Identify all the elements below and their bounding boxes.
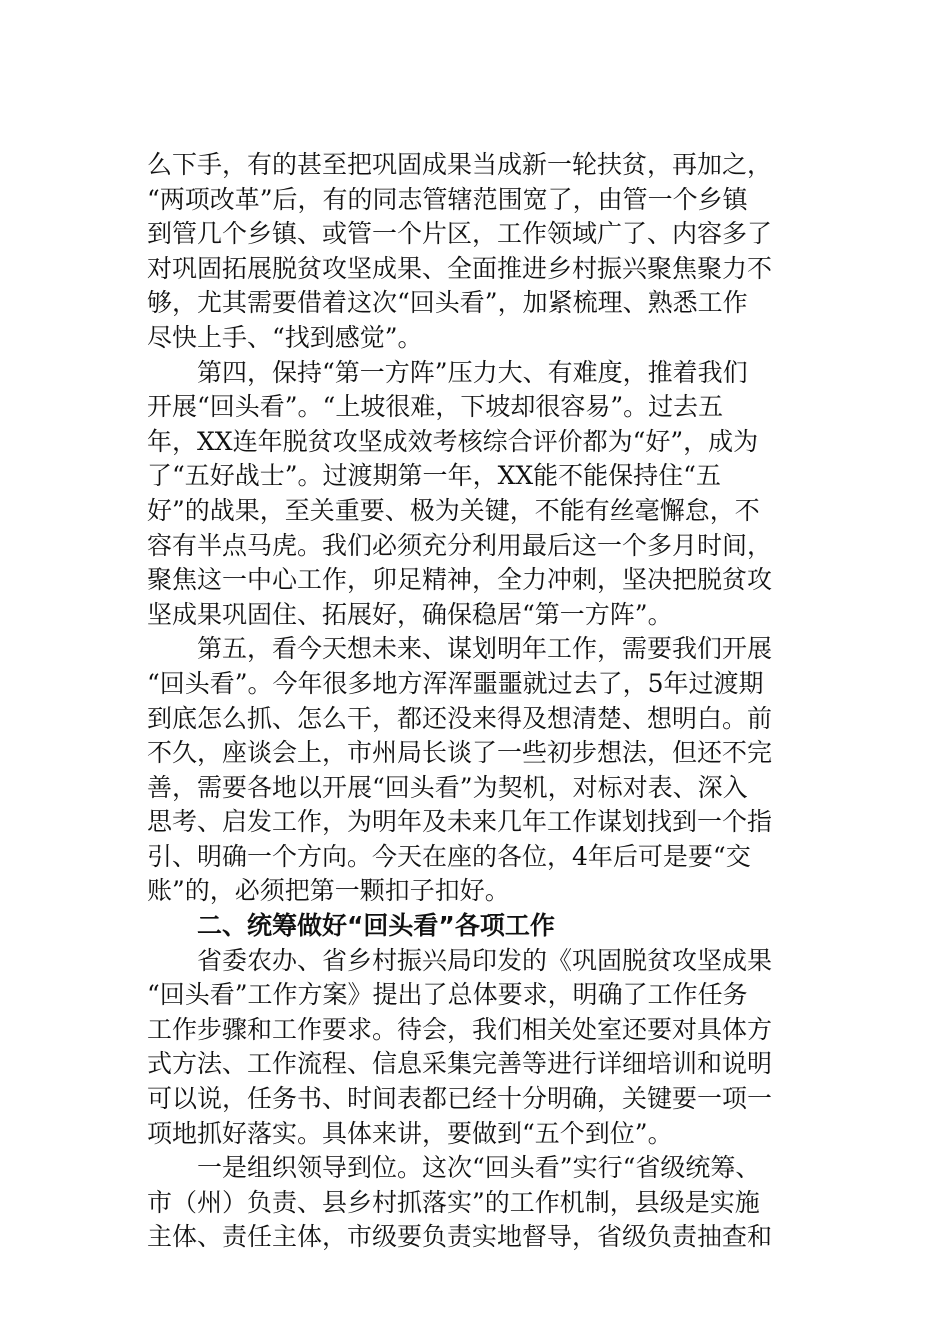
text-line: 对巩固拓展脱贫攻坚成果、全面推进乡村振兴聚焦聚力不 (147, 253, 773, 283)
text-line: 容有半点马虎。我们必须充分利用最后这一个多月时间， (147, 530, 773, 560)
text-line: 聚焦这一中心工作，卯足精神，全力冲刺，坚决把脱贫攻 (147, 565, 773, 595)
text-line: 可以说，任务书、时间表都已经十分明确，关键要一项一 (147, 1084, 773, 1114)
text-line: 项地抓好落实。具体来讲，要做到“五个到位”。 (147, 1118, 673, 1148)
text-line: 引、明确一个方向。今天在座的各位，4年后可是要“交 (147, 841, 751, 871)
document-body (147, 148, 807, 1255)
text-line: 思考、启发工作，为明年及未来几年工作谋划找到一个指 (147, 807, 773, 837)
text-line: 到底怎么抓、怎么干，都还没来得及想清楚、想明白。前 (147, 703, 773, 733)
text-line: 工作步骤和工作要求。待会，我们相关处室还要对具体方 (147, 1014, 773, 1044)
section-heading: 二、统筹做好“回头看”各项工作 (147, 911, 555, 941)
text-line: 够，尤其需要借着这次“回头看”，加紧梳理、熟悉工作 (147, 288, 748, 318)
text-line: 尽快上手、“找到感觉”。 (147, 322, 423, 352)
text-line: 好”的战果，至关重要、极为关键，不能有丝毫懈怠，不 (147, 495, 760, 525)
text-line: 第四，保持“第一方阵”压力大、有难度，推着我们 (147, 357, 748, 387)
text-line: “回头看”。今年很多地方浑浑噩噩就过去了，5年过渡期 (147, 668, 764, 698)
text-line: “回头看”工作方案》提出了总体要求，明确了工作任务 (147, 980, 748, 1010)
text-line: 善，需要各地以开展“回头看”为契机，对标对表、深入 (147, 772, 748, 802)
text-line: 到管几个乡镇、或管一个片区，工作领域广了、内容多了 (147, 219, 773, 249)
text-line: 省委农办、省乡村振兴局印发的《巩固脱贫攻坚成果 (147, 945, 773, 975)
text-line: 了“五好战士”。过渡期第一年，XX能不能保持住“五 (147, 461, 721, 491)
text-line: 坚成果巩固住、拓展好，确保稳居“第一方阵”。 (147, 599, 673, 629)
text-line: 账”的，必须把第一颗扣子扣好。 (147, 876, 510, 906)
text-line: 主体、责任主体，市级要负责实地督导，省级负责抽查和 (147, 1222, 773, 1252)
text-line: 不久，座谈会上，市州局长谈了一些初步想法，但还不完 (147, 738, 773, 768)
text-line: 式方法、工作流程、信息采集完善等进行详细培训和说明 (147, 1049, 773, 1079)
text-line: 么下手，有的甚至把巩固成果当成新一轮扶贫，再加之， (147, 150, 773, 179)
text-line: “两项改革”后，有的同志管辖范围宽了，由管一个乡镇 (147, 184, 748, 214)
text-line: 市（州）负责、县乡村抓落实”的工作机制，县级是实施 (147, 1187, 760, 1217)
text-line: 一是组织领导到位。这次“回头看”实行“省级统筹、 (147, 1153, 761, 1183)
text-line: 第五，看今天想未来、谋划明年工作，需要我们开展 (147, 634, 773, 664)
text-line: 年，XX连年脱贫攻坚成效考核综合评价都为“好”，成为 (147, 426, 759, 456)
text-line: 开展“回头看”。“上坡很难，下坡却很容易”。过去五 (147, 392, 724, 422)
